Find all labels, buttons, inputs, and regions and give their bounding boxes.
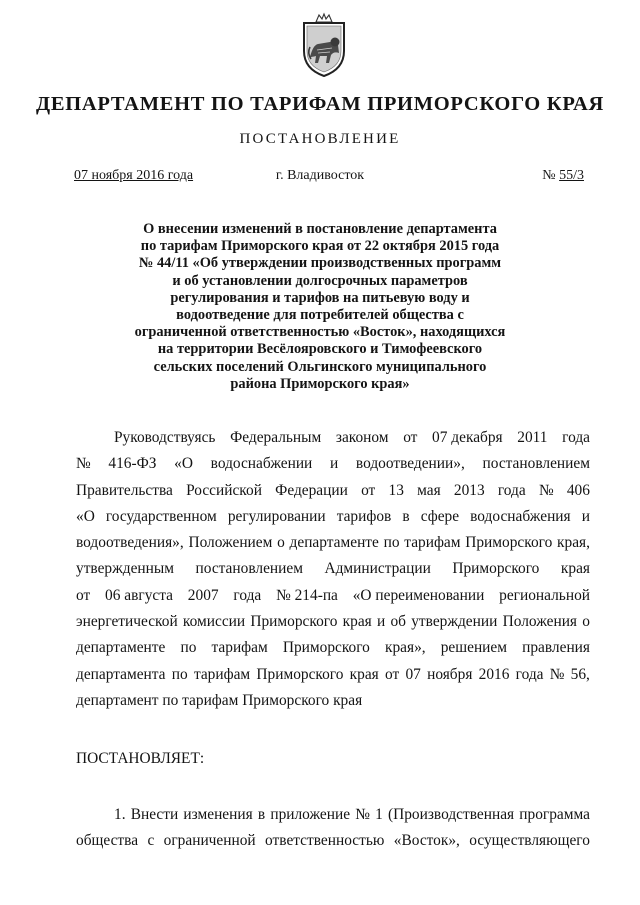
word: постановлением (482, 455, 590, 473)
word: и (329, 455, 339, 473)
title-line: водоотведение для потребителей общества с (176, 307, 464, 324)
preamble-line (76, 451, 590, 477)
word: года (497, 481, 526, 499)
word: по (171, 665, 188, 683)
word: программа (519, 806, 590, 823)
word: Администрации (324, 560, 431, 578)
word: Приморского (256, 665, 344, 683)
word: от (385, 665, 400, 683)
word: № (538, 481, 554, 499)
word: Правительства (76, 481, 173, 499)
word: ноября (427, 665, 473, 683)
word: 06 августа (105, 586, 173, 604)
word: департаменте (76, 639, 166, 657)
word: «Восток», (393, 832, 460, 850)
word: 1. (114, 806, 126, 823)
preamble-line (76, 688, 590, 714)
word: тарифам (404, 534, 461, 552)
word: Приморского (452, 560, 540, 578)
word: государственном (105, 507, 217, 525)
word: регулировании (227, 507, 326, 525)
word: Приморского (282, 639, 370, 657)
word: департамента (76, 665, 166, 683)
word: ограниченной (163, 832, 256, 850)
document-type: ПОСТАНОВЛЕНИЕ (239, 131, 401, 147)
title-line: регулирования и тарифов на питьевую воду и (170, 289, 470, 306)
item-1-line (76, 802, 590, 828)
item-1-line (76, 828, 590, 854)
word: «О переименовании (352, 586, 485, 604)
word: о (277, 534, 285, 552)
word: в (402, 507, 410, 525)
word: 07 (405, 665, 421, 683)
word: об (390, 613, 406, 631)
number-prefix: № (542, 168, 556, 183)
preamble-line (76, 504, 590, 530)
preamble-line (76, 662, 590, 688)
word: № (355, 806, 370, 823)
title-line: на территории Весёлояровского и Тимофеевского (157, 341, 483, 358)
word: Положением (188, 534, 273, 552)
word: Положения (502, 613, 578, 631)
word: 2011 (517, 429, 548, 446)
word: мая (417, 481, 441, 499)
organization-name: ДЕПАРТАМЕНТ ПО ТАРИФАМ ПРИМОРСКОГО КРАЯ (36, 93, 604, 115)
title-line: сельских поселений Ольгинского муниципального (153, 358, 487, 375)
word: энергетической (76, 613, 178, 631)
preamble-line (76, 478, 590, 504)
word: в (257, 806, 266, 823)
word: (Производственная (387, 806, 515, 823)
word: края (342, 613, 372, 631)
coat-of-arms-icon (298, 11, 350, 79)
resolves-heading: ПОСТАНОВЛЯЕТ: (76, 750, 205, 767)
word: изменения (183, 806, 253, 823)
word: водоотведении», (355, 455, 465, 473)
word: законом (335, 429, 389, 446)
word: водоснабжения (470, 507, 571, 525)
word: сфере (420, 507, 460, 525)
word: «О (174, 455, 193, 473)
word: и (581, 507, 590, 525)
word: года (233, 586, 262, 604)
word: утвержденным (76, 560, 174, 578)
word: тарифам (193, 665, 251, 683)
word: Руководствуясь (114, 429, 216, 446)
word: Российской (186, 481, 262, 499)
word: от (403, 429, 418, 446)
word: Внести (130, 806, 179, 823)
word: региональной (499, 586, 590, 604)
word: решением (440, 639, 507, 657)
word: по (383, 534, 400, 552)
word: осуществляющего (469, 832, 590, 850)
word: с (147, 832, 155, 850)
word: 2013 (453, 481, 485, 499)
word: о (582, 613, 590, 631)
word: тарифам (211, 639, 268, 657)
word: ответственностью (265, 832, 385, 850)
document-number (542, 168, 584, 184)
word: края (349, 665, 379, 683)
title-line: № 44/11 «Об утверждении производственных программ (138, 255, 502, 272)
document-city: г. Владивосток (275, 168, 365, 183)
preamble-line (76, 425, 590, 451)
preamble-paragraph (76, 425, 590, 714)
item-1-paragraph (76, 802, 590, 855)
title-line: района Приморского края» (230, 375, 410, 392)
number-value: 55/3 (559, 168, 584, 183)
word: № 214-па (276, 586, 338, 604)
word: общества (76, 832, 139, 850)
word: от (76, 586, 91, 604)
word: от (361, 481, 376, 499)
word: № (549, 665, 565, 683)
preamble-line (76, 556, 590, 582)
word: края (560, 560, 590, 578)
word: приложение (270, 806, 351, 823)
word: департаменте (289, 534, 379, 552)
word: по (180, 639, 197, 657)
word: 07 декабря (432, 429, 503, 446)
word: «О (76, 507, 95, 525)
word: утверждении (411, 613, 498, 631)
title-line: О внесении изменений в постановление департамента (143, 221, 497, 237)
word: Федерации (275, 481, 348, 499)
word: постановлением (195, 560, 303, 578)
word: края», (384, 639, 426, 657)
word: 56, (570, 665, 590, 683)
word: комиссии (182, 613, 246, 631)
word: 1 (375, 806, 383, 823)
word: департамент по тарифам Приморского края (76, 691, 363, 709)
word: 13 (388, 481, 404, 499)
title-line: и об установлении долгосрочных параметров (172, 272, 468, 289)
word: 2016 (478, 665, 510, 683)
preamble-line (76, 583, 590, 609)
document-title (100, 221, 540, 393)
word: водоотведения», (76, 534, 184, 552)
word: № (76, 455, 91, 473)
preamble-line (76, 609, 590, 635)
word: и (376, 613, 386, 631)
word: водоснабжении (210, 455, 313, 473)
word: края, (557, 534, 590, 552)
title-line: по тарифам Приморского края от 22 октября 2015 года (140, 238, 500, 255)
preamble-line (76, 530, 590, 556)
word: 2007 (187, 586, 219, 604)
title-line: ограниченной ответственностью «Восток», находящихся (134, 324, 506, 341)
preamble-line (76, 635, 590, 661)
word: тарифов (336, 507, 392, 525)
document-date: 07 ноября 2016 года (74, 168, 194, 183)
word: 416-ФЗ (108, 455, 157, 473)
word: Федеральным (230, 429, 322, 446)
word: года (562, 429, 590, 446)
word: Приморского (465, 534, 553, 552)
word: правления (522, 639, 590, 657)
word: года (515, 665, 544, 683)
word: Приморского (250, 613, 338, 631)
word: 406 (566, 481, 590, 499)
